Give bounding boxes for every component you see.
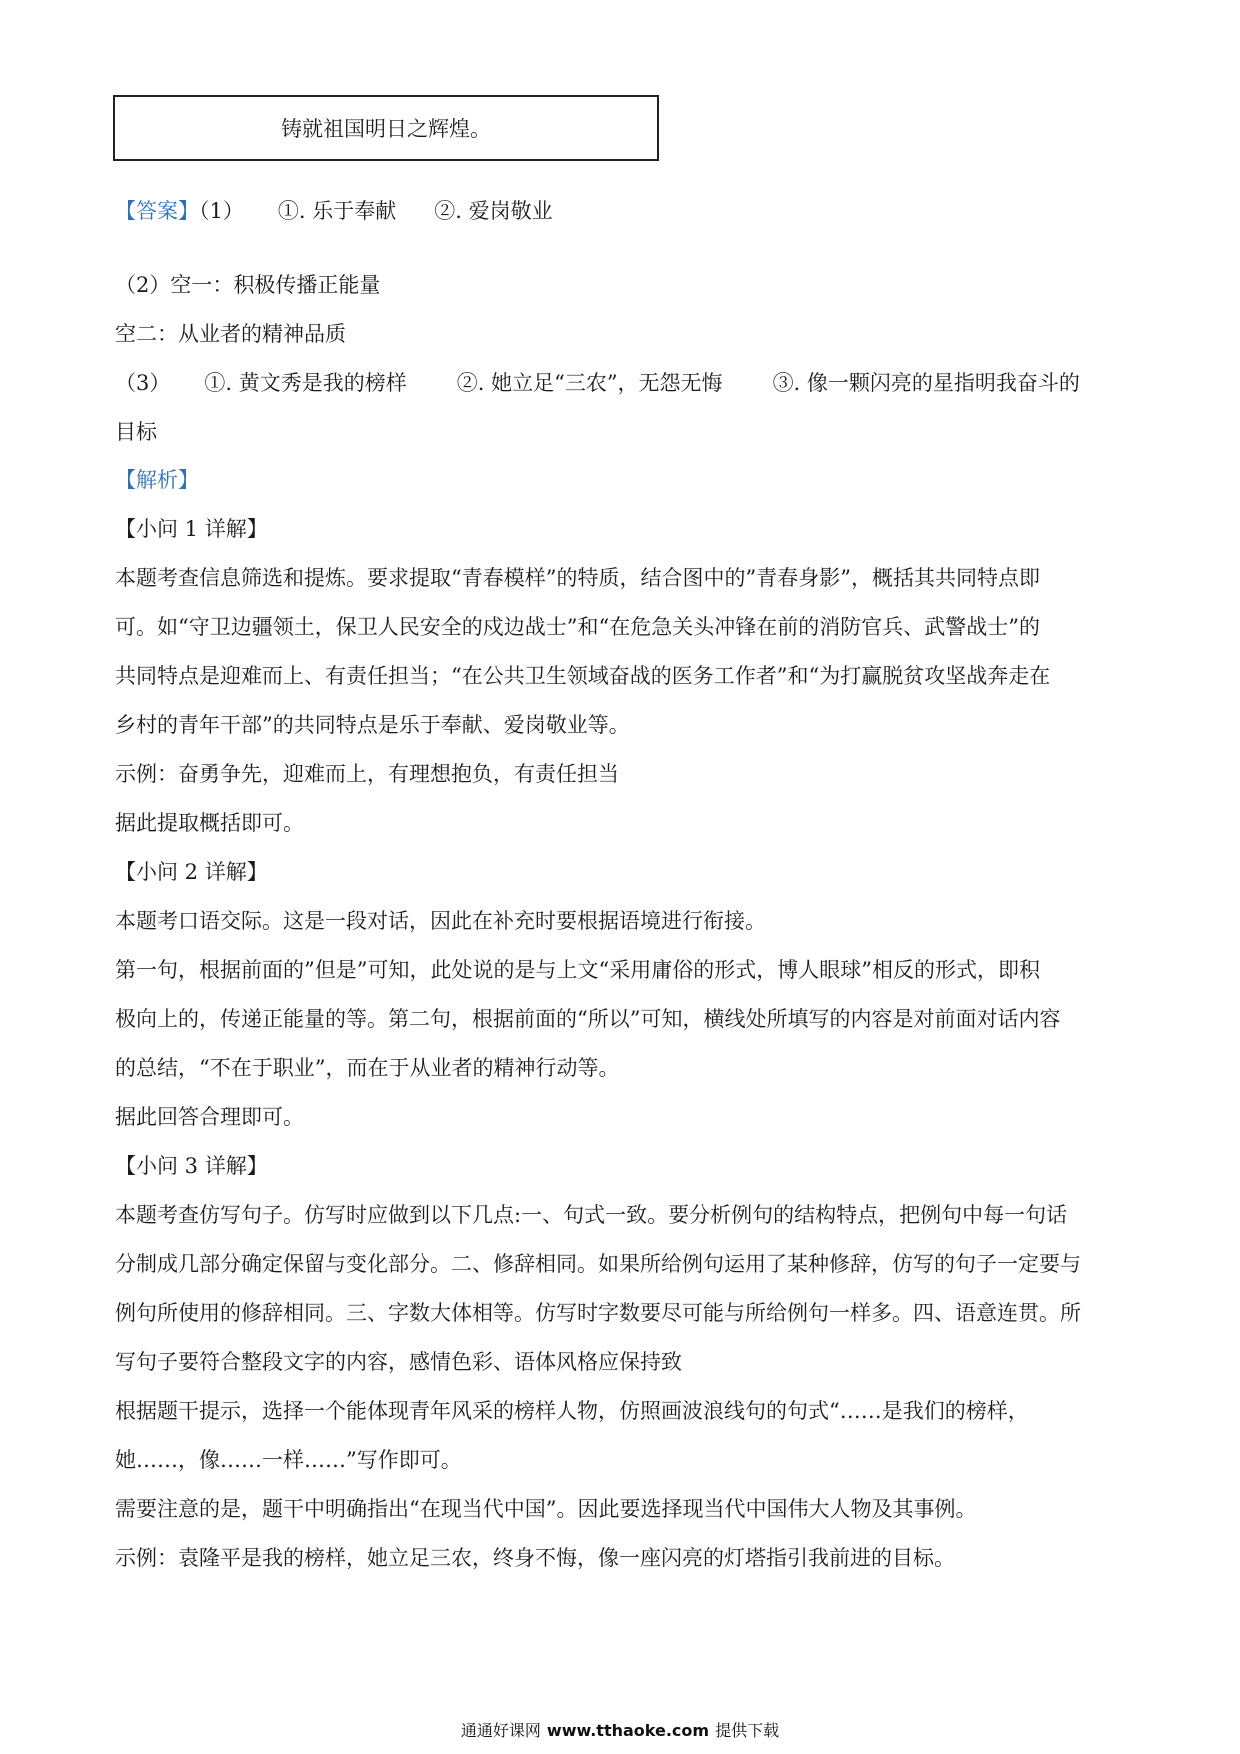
answer-q1-item1: ①. 乐于奉献 <box>277 199 397 223</box>
answer-line-2: （2）空一：积极传播正能量 <box>115 273 381 297</box>
sub1-line: 乡村的青年干部”的共同特点是乐于奉献、爱岗敬业等。 <box>115 713 630 737</box>
sub2-heading: 【小问 2 详解】 <box>115 860 268 884</box>
footer-site-link[interactable]: www.tthaoke.com <box>546 1721 710 1740</box>
sub2-line: 的总结，“不在于职业”，而在于从业者的精神行动等。 <box>115 1056 620 1080</box>
sub3-line: 她……，像……一样……”写作即可。 <box>115 1448 462 1472</box>
footer-left: 通通好课网 <box>460 1721 541 1740</box>
sub2-line: 本题考口语交际。这是一段对话，因此在补充时要根据语境进行衔接。 <box>115 909 766 933</box>
answer-q3-item1: ①. 黄文秀是我的榜样 <box>204 371 407 395</box>
sub3-line: 根据题干提示，选择一个能体现青年风采的榜样人物，仿照画波浪线句的句式“……是我们的榜样， <box>115 1399 1029 1423</box>
answer-line-3: 空二：从业者的精神品质 <box>115 322 346 346</box>
sub3-line: 本题考查仿写句子。仿写时应做到以下几点:一、句式一致。要分析例句的结构特点，把例句中每一句话 <box>115 1203 1068 1227</box>
answer-q3-item2: ②. 她立足“三农”，无怨无悔 <box>456 371 723 395</box>
sub1-line: 示例：奋勇争先，迎难而上，有理想抱负，有责任担当 <box>115 762 619 786</box>
answer-line-5: 目标 <box>115 420 157 444</box>
sub3-line: 需要注意的是，题干中明确指出“在现当代中国”。因此要选择现当代中国伟大人物及其事例。 <box>115 1497 977 1521</box>
answer-line-4 <box>115 368 1080 398</box>
answer-q1-num: （1） <box>199 199 244 223</box>
analysis-tag: 【解析】 <box>115 468 199 492</box>
sub2-line: 据此回答合理即可。 <box>115 1105 304 1129</box>
sub2-line: 第一句，根据前面的”但是”可知，此处说的是与上文“采用庸俗的形式，博人眼球”相反的形式，即积 <box>115 958 1040 982</box>
sub1-line: 共同特点是迎难而上、有责任担当；“在公共卫生领域奋战的医务工作者”和“为打赢脱贫攻坚战奔走在 <box>115 664 1051 688</box>
quote-text: 铸就祖国明日之辉煌。 <box>281 117 491 141</box>
page-footer <box>0 1718 1240 1741</box>
sub3-heading: 【小问 3 详解】 <box>115 1154 268 1178</box>
answer-q3-item3: ③. 像一颗闪亮的星指明我奋斗的 <box>772 371 1080 395</box>
sub1-heading: 【小问 1 详解】 <box>115 517 268 541</box>
sub1-line: 可。如“守卫边疆领土，保卫人民安全的戍边战士”和“在危急关头冲锋在前的消防官兵、武警战士”的 <box>115 615 1040 639</box>
sub3-line: 例句所使用的修辞相同。三、字数大体相等。仿写时字数要尽可能与所给例句一样多。四、语意连贯。所 <box>115 1301 1081 1325</box>
answer-q1-item2: ②. 爱岗敬业 <box>434 199 553 223</box>
sub3-line: 示例：袁隆平是我的榜样，她立足三农，终身不悔，像一座闪亮的灯塔指引我前进的目标。 <box>115 1546 955 1570</box>
sub1-line: 本题考查信息筛选和提炼。要求提取“青春模样”的特质，结合图中的”青春身影”，概括其共同特点即 <box>115 566 1040 590</box>
sub2-line: 极向上的，传递正能量的等。第二句，根据前面的“所以”可知，横线处所填写的内容是对前面对话内容 <box>115 1007 1061 1031</box>
sub1-line: 据此提取概括即可。 <box>115 811 304 835</box>
quote-box <box>113 95 659 161</box>
footer-right: 提供下载 <box>715 1721 780 1740</box>
answer-line-1 <box>115 196 553 226</box>
sub3-line: 写句子要符合整段文字的内容，感情色彩、语体风格应保持致 <box>115 1350 682 1374</box>
answer-q3-num: （3） <box>115 371 171 395</box>
answer-tag: 【答案】 <box>115 199 199 223</box>
sub3-line: 分制成几部分确定保留与变化部分。二、修辞相同。如果所给例句运用了某种修辞，仿写的句子一定要与 <box>115 1252 1081 1276</box>
